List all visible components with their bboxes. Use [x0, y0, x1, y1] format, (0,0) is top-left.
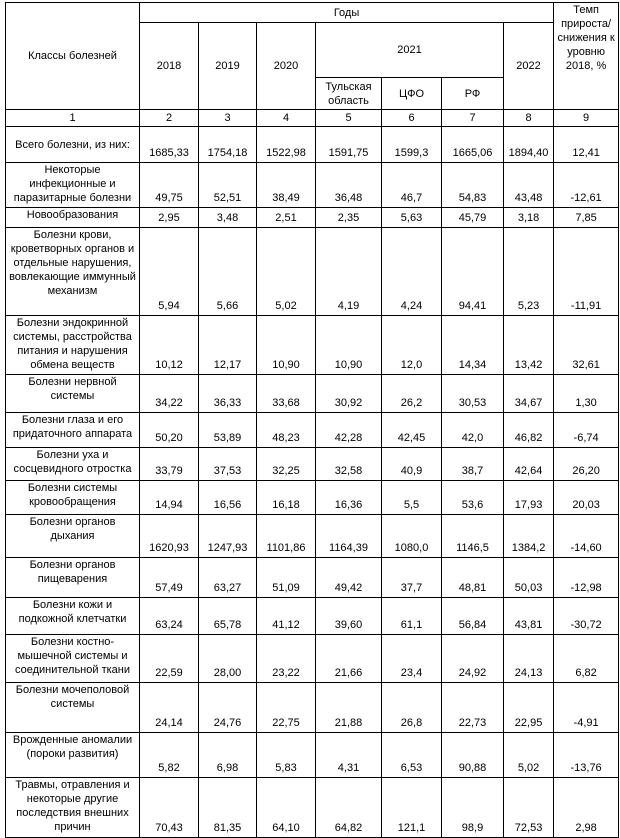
table-row	[6, 778, 619, 838]
value-cell: 3,48	[199, 208, 257, 228]
column-number: 6	[382, 110, 442, 127]
value-cell: 6,98	[199, 733, 257, 778]
value-cell: 4,19	[316, 228, 382, 316]
value-cell: 1146,5	[442, 515, 504, 558]
value-cell: 2,98	[554, 778, 619, 838]
value-cell: 53,89	[199, 413, 257, 448]
value-cell: 5,66	[199, 228, 257, 316]
value-cell: 39,60	[316, 598, 382, 635]
table-row	[6, 635, 619, 683]
value-cell: 65,78	[199, 598, 257, 635]
value-cell: 16,36	[316, 481, 382, 515]
value-cell: 22,59	[140, 635, 199, 683]
value-cell: 26,20	[554, 448, 619, 481]
table-row	[6, 208, 619, 228]
disease-class-name: Болезни эндокринной системы, расстройства питания и нарушения обмена веществ	[6, 316, 140, 375]
value-cell: -12,61	[554, 163, 619, 208]
value-cell: 48,23	[257, 413, 316, 448]
value-cell: 37,53	[199, 448, 257, 481]
value-cell: 32,58	[316, 448, 382, 481]
value-cell: -11,91	[554, 228, 619, 316]
value-cell: -4,91	[554, 683, 619, 733]
value-cell: 7,85	[554, 208, 619, 228]
value-cell: 2,95	[140, 208, 199, 228]
value-cell: 32,25	[257, 448, 316, 481]
disease-class-name: Новообразования	[6, 208, 140, 228]
column-number: 9	[554, 110, 619, 127]
value-cell: 14,34	[442, 316, 504, 375]
value-cell: -12,98	[554, 558, 619, 598]
value-cell: 10,90	[257, 316, 316, 375]
value-cell: 94,41	[442, 228, 504, 316]
value-cell: 34,67	[504, 375, 554, 413]
value-cell: 51,09	[257, 558, 316, 598]
value-cell: 20,03	[554, 481, 619, 515]
value-cell: 56,84	[442, 598, 504, 635]
value-cell: 4,24	[382, 228, 442, 316]
column-number: 8	[504, 110, 554, 127]
value-cell: 1247,93	[199, 515, 257, 558]
disease-class-name: Болезни мочеполовой системы	[6, 683, 140, 733]
value-cell: 1164,39	[316, 515, 382, 558]
value-cell: 49,42	[316, 558, 382, 598]
value-cell: 1080,0	[382, 515, 442, 558]
header-growth-rate: Темп прироста/ снижения к уровню 2018, %	[554, 3, 619, 110]
header-2019: 2019	[199, 23, 257, 110]
disease-class-name: Травмы, отравления и некоторые другие последствия внешних причин	[6, 778, 140, 838]
value-cell: 48,81	[442, 558, 504, 598]
value-cell: -13,76	[554, 733, 619, 778]
value-cell: 54,83	[442, 163, 504, 208]
value-cell: 16,18	[257, 481, 316, 515]
disease-class-name: Всего болезни, из них:	[6, 127, 140, 163]
value-cell: 12,0	[382, 316, 442, 375]
disease-class-name: Болезни костно-мышечной системы и соединительной ткани	[6, 635, 140, 683]
table-row	[6, 481, 619, 515]
value-cell: 5,82	[140, 733, 199, 778]
value-cell: 5,5	[382, 481, 442, 515]
value-cell: 5,94	[140, 228, 199, 316]
value-cell: 46,7	[382, 163, 442, 208]
column-number-row	[6, 110, 619, 127]
table-row	[6, 558, 619, 598]
table-row	[6, 127, 619, 163]
value-cell: 1620,93	[140, 515, 199, 558]
value-cell: 38,7	[442, 448, 504, 481]
value-cell: 36,33	[199, 375, 257, 413]
disease-class-name: Болезни крови, кроветворных органов и отдельные нарушения, вовлекающие иммунный механизм	[6, 228, 140, 316]
value-cell: 42,45	[382, 413, 442, 448]
value-cell: 33,79	[140, 448, 199, 481]
disease-statistics-table	[5, 2, 619, 838]
value-cell: 5,02	[504, 733, 554, 778]
disease-class-name: Болезни глаза и его придаточного аппарата	[6, 413, 140, 448]
value-cell: 52,51	[199, 163, 257, 208]
table-row	[6, 228, 619, 316]
table-row	[6, 448, 619, 481]
value-cell: 72,53	[504, 778, 554, 838]
disease-class-name: Врожденные аномалии (пороки развития)	[6, 733, 140, 778]
value-cell: 38,49	[257, 163, 316, 208]
value-cell: 70,43	[140, 778, 199, 838]
value-cell: 10,12	[140, 316, 199, 375]
value-cell: 4,31	[316, 733, 382, 778]
value-cell: 2,51	[257, 208, 316, 228]
table-row	[6, 598, 619, 635]
value-cell: 1591,75	[316, 127, 382, 163]
value-cell: 57,49	[140, 558, 199, 598]
header-2022: 2022	[504, 23, 554, 110]
value-cell: 17,93	[504, 481, 554, 515]
header-disease-class: Классы болезней	[6, 3, 140, 110]
value-cell: 1754,18	[199, 127, 257, 163]
value-cell: 24,76	[199, 683, 257, 733]
value-cell: -30,72	[554, 598, 619, 635]
value-cell: 24,13	[504, 635, 554, 683]
column-number: 3	[199, 110, 257, 127]
value-cell: 50,20	[140, 413, 199, 448]
value-cell: -14,60	[554, 515, 619, 558]
column-number: 2	[140, 110, 199, 127]
disease-class-name: Болезни органов дыхания	[6, 515, 140, 558]
value-cell: 12,17	[199, 316, 257, 375]
value-cell: 1,30	[554, 375, 619, 413]
value-cell: 22,73	[442, 683, 504, 733]
value-cell: 10,90	[316, 316, 382, 375]
value-cell: 13,42	[504, 316, 554, 375]
value-cell: 63,27	[199, 558, 257, 598]
value-cell: 50,03	[504, 558, 554, 598]
value-cell: 5,63	[382, 208, 442, 228]
value-cell: 23,22	[257, 635, 316, 683]
value-cell: 41,12	[257, 598, 316, 635]
value-cell: 30,92	[316, 375, 382, 413]
value-cell: 40,9	[382, 448, 442, 481]
header-cfo: ЦФО	[382, 78, 442, 110]
value-cell: 26,2	[382, 375, 442, 413]
table-row	[6, 316, 619, 375]
value-cell: 61,1	[382, 598, 442, 635]
value-cell: 12,41	[554, 127, 619, 163]
disease-class-name: Болезни системы кровообращения	[6, 481, 140, 515]
disease-class-name: Болезни кожи и подкожной клетчатки	[6, 598, 140, 635]
value-cell: 5,83	[257, 733, 316, 778]
value-cell: 45,79	[442, 208, 504, 228]
value-cell: 28,00	[199, 635, 257, 683]
value-cell: 3,18	[504, 208, 554, 228]
value-cell: 30,53	[442, 375, 504, 413]
table-row	[6, 683, 619, 733]
value-cell: 26,8	[382, 683, 442, 733]
value-cell: 1894,40	[504, 127, 554, 163]
header-2018: 2018	[140, 23, 199, 110]
value-cell: 1522,98	[257, 127, 316, 163]
value-cell: 5,02	[257, 228, 316, 316]
disease-class-name: Некоторые инфекционные и паразитарные болезни	[6, 163, 140, 208]
header-rf: РФ	[442, 78, 504, 110]
header-tula-region: Тульская область	[316, 78, 382, 110]
value-cell: 64,10	[257, 778, 316, 838]
value-cell: 1384,2	[504, 515, 554, 558]
table-row	[6, 375, 619, 413]
table-row	[6, 515, 619, 558]
value-cell: 22,95	[504, 683, 554, 733]
value-cell: 21,88	[316, 683, 382, 733]
column-number: 4	[257, 110, 316, 127]
table-row	[6, 733, 619, 778]
value-cell: 1599,3	[382, 127, 442, 163]
value-cell: 22,75	[257, 683, 316, 733]
disease-class-name: Болезни уха и сосцевидного отростка	[6, 448, 140, 481]
value-cell: 63,24	[140, 598, 199, 635]
header-years: Годы	[140, 3, 554, 23]
value-cell: 121,1	[382, 778, 442, 838]
value-cell: 49,75	[140, 163, 199, 208]
value-cell: 14,94	[140, 481, 199, 515]
header-2020: 2020	[257, 23, 316, 110]
value-cell: -6,74	[554, 413, 619, 448]
value-cell: 1101,86	[257, 515, 316, 558]
value-cell: 2,35	[316, 208, 382, 228]
table-row	[6, 413, 619, 448]
value-cell: 21,66	[316, 635, 382, 683]
column-number: 1	[6, 110, 140, 127]
value-cell: 42,0	[442, 413, 504, 448]
value-cell: 53,6	[442, 481, 504, 515]
value-cell: 6,53	[382, 733, 442, 778]
disease-class-name: Болезни органов пищеварения	[6, 558, 140, 598]
value-cell: 1685,33	[140, 127, 199, 163]
value-cell: 23,4	[382, 635, 442, 683]
value-cell: 6,82	[554, 635, 619, 683]
value-cell: 5,23	[504, 228, 554, 316]
header-2021: 2021	[316, 23, 504, 78]
column-number: 5	[316, 110, 382, 127]
value-cell: 37,7	[382, 558, 442, 598]
value-cell: 32,61	[554, 316, 619, 375]
value-cell: 36,48	[316, 163, 382, 208]
value-cell: 24,14	[140, 683, 199, 733]
value-cell: 98,9	[442, 778, 504, 838]
table-row	[6, 163, 619, 208]
value-cell: 43,81	[504, 598, 554, 635]
value-cell: 43,48	[504, 163, 554, 208]
value-cell: 16,56	[199, 481, 257, 515]
value-cell: 46,82	[504, 413, 554, 448]
disease-class-name: Болезни нервной системы	[6, 375, 140, 413]
value-cell: 1665,06	[442, 127, 504, 163]
value-cell: 81,35	[199, 778, 257, 838]
value-cell: 42,28	[316, 413, 382, 448]
column-number: 7	[442, 110, 504, 127]
value-cell: 42,64	[504, 448, 554, 481]
value-cell: 64,82	[316, 778, 382, 838]
value-cell: 33,68	[257, 375, 316, 413]
value-cell: 90,88	[442, 733, 504, 778]
value-cell: 34,22	[140, 375, 199, 413]
value-cell: 24,92	[442, 635, 504, 683]
